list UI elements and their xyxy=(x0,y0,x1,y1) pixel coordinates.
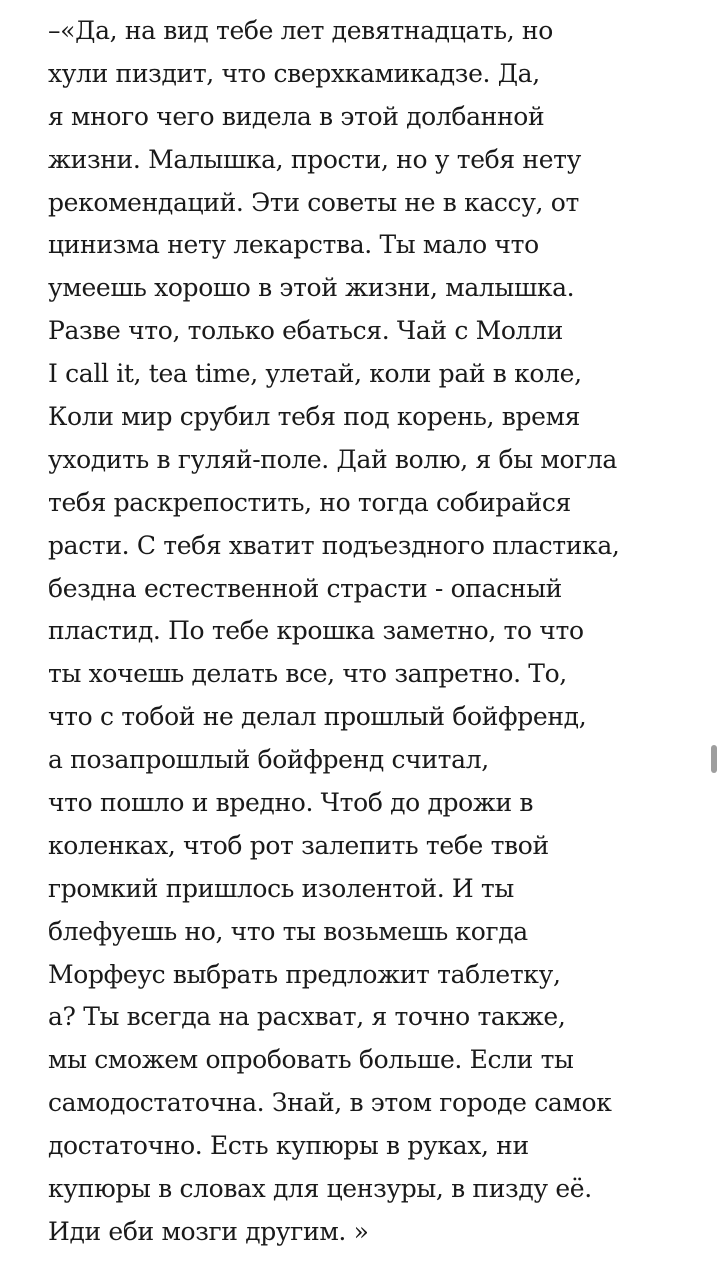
text-line: блефуешь но, что ты возьмешь когда xyxy=(48,916,528,946)
text-line: цинизма нету лекарства. Ты мало что xyxy=(48,230,539,260)
text-line: а позапрошлый бойфренд считал, xyxy=(48,745,489,775)
text-line: я много чего видела в этой долбанной xyxy=(48,101,545,131)
text-line: самодостаточна. Знай, в этом городе самок xyxy=(48,1088,612,1118)
text-line: что с тобой не делал прошлый бойфренд, xyxy=(48,702,587,732)
scrollbar-thumb[interactable] xyxy=(711,745,717,773)
lyrics-text xyxy=(48,10,688,1254)
text-line: купюры в словах для цензуры, в пизду её. xyxy=(48,1174,592,1204)
text-line: коленках, чтоб рот залепить тебе твой xyxy=(48,830,549,860)
text-line: жизни. Малышка, прости, но у тебя нету xyxy=(48,144,581,174)
text-line: громкий пришлось изолентой. И ты xyxy=(48,873,514,903)
text-line: бездна естественной страсти - опасный xyxy=(48,573,562,603)
text-line: Иди еби мозги другим. » xyxy=(48,1216,369,1246)
text-line: –«Да, на вид тебе лет девятнадцать, но xyxy=(48,16,553,45)
text-line: Морфеус выбрать предложит таблетку, xyxy=(48,959,561,989)
text-line: Разве что, только ебаться. Чай с Молли xyxy=(48,316,563,346)
text-line: рекомендаций. Эти советы не в кассу, от xyxy=(48,187,579,217)
text-line: мы сможем опробовать больше. Если ты xyxy=(48,1045,574,1075)
text-line: I call it, tea time, улетай, коли рай в коле, xyxy=(48,359,582,389)
text-line: Коли мир срубил тебя под корень, время xyxy=(48,402,581,432)
text-line: уходить в гуляй-поле. Дай волю, я бы могла xyxy=(48,444,617,474)
text-line: что пошло и вредно. Чтоб до дрожи в xyxy=(48,788,534,818)
text-line: хули пиздит, что сверхкамикадзе. Да, xyxy=(48,58,540,88)
text-line: расти. С тебя хватит подъездного пластика, xyxy=(48,530,620,560)
text-line: ты хочешь делать все, что запретно. То, xyxy=(48,659,567,689)
text-line: пластид. По тебе крошка заметно, то что xyxy=(48,616,584,646)
text-line: умеешь хорошо в этой жизни, малышка. xyxy=(48,273,575,303)
text-line: а? Ты всегда на расхват, я точно также, xyxy=(48,1002,566,1032)
text-line: достаточно. Есть купюры в руках, ни xyxy=(48,1131,529,1161)
text-line: тебя раскрепостить, но тогда собирайся xyxy=(48,487,571,517)
